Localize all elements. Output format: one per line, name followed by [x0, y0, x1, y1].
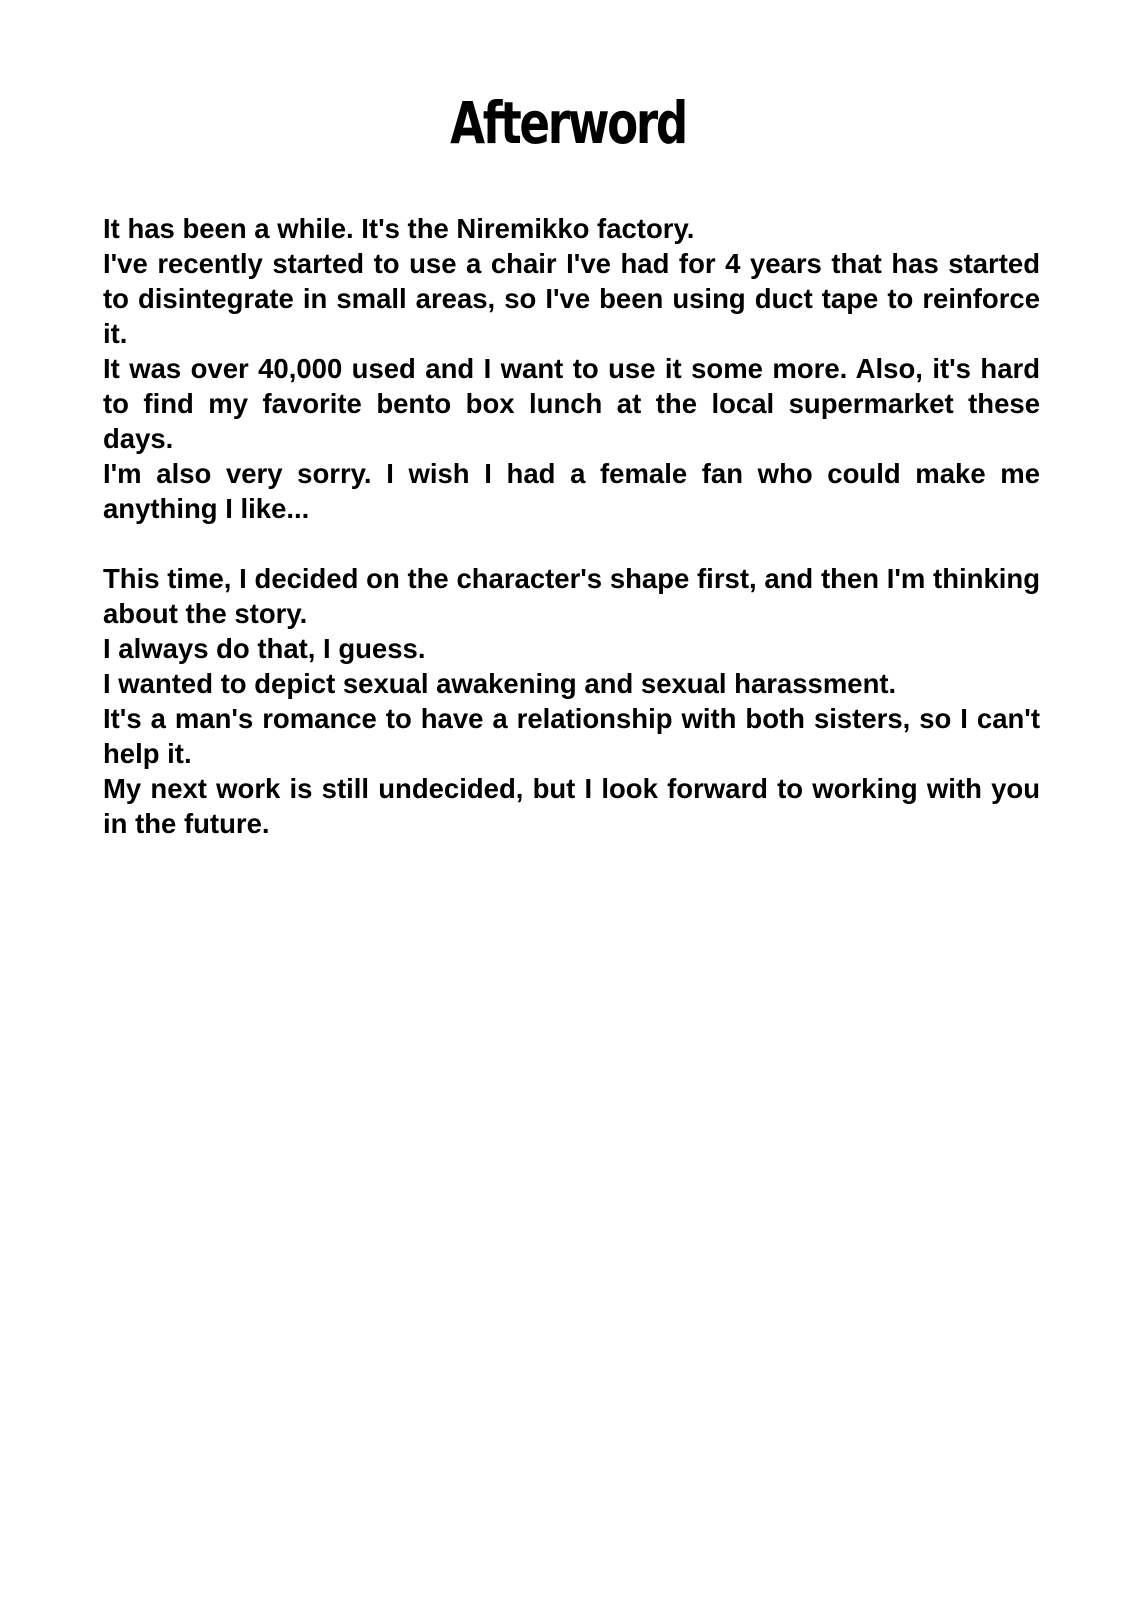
paragraph: I always do that, I guess.: [103, 633, 426, 664]
paragraph-spacer: [103, 526, 1040, 561]
paragraph: It has been a while. It's the Niremikko factory.: [103, 213, 695, 244]
paragraph: I'm also very sorry. I wish I had a female fan who could make me anything I like...: [103, 458, 1040, 524]
afterword-body: [103, 211, 1040, 841]
page-title: Afterword: [450, 89, 686, 157]
paragraph: My next work is still undecided, but I look forward to working with you in the future.: [103, 773, 1040, 839]
paragraph: I've recently started to use a chair I've had for 4 years that has started to disintegrate in small areas, so I've been using duct tape to reinforce it.: [103, 248, 1040, 349]
paragraph: This time, I decided on the character's shape first, and then I'm thinking about the story.: [103, 563, 1040, 629]
paragraph: It's a man's romance to have a relationship with both sisters, so I can't help it.: [103, 703, 1040, 769]
paragraph: It was over 40,000 used and I want to use it some more. Also, it's hard to find my favorite bento box lunch at the local supermarket these days.: [103, 353, 1040, 454]
paragraph: I wanted to depict sexual awakening and sexual harassment.: [103, 668, 897, 699]
